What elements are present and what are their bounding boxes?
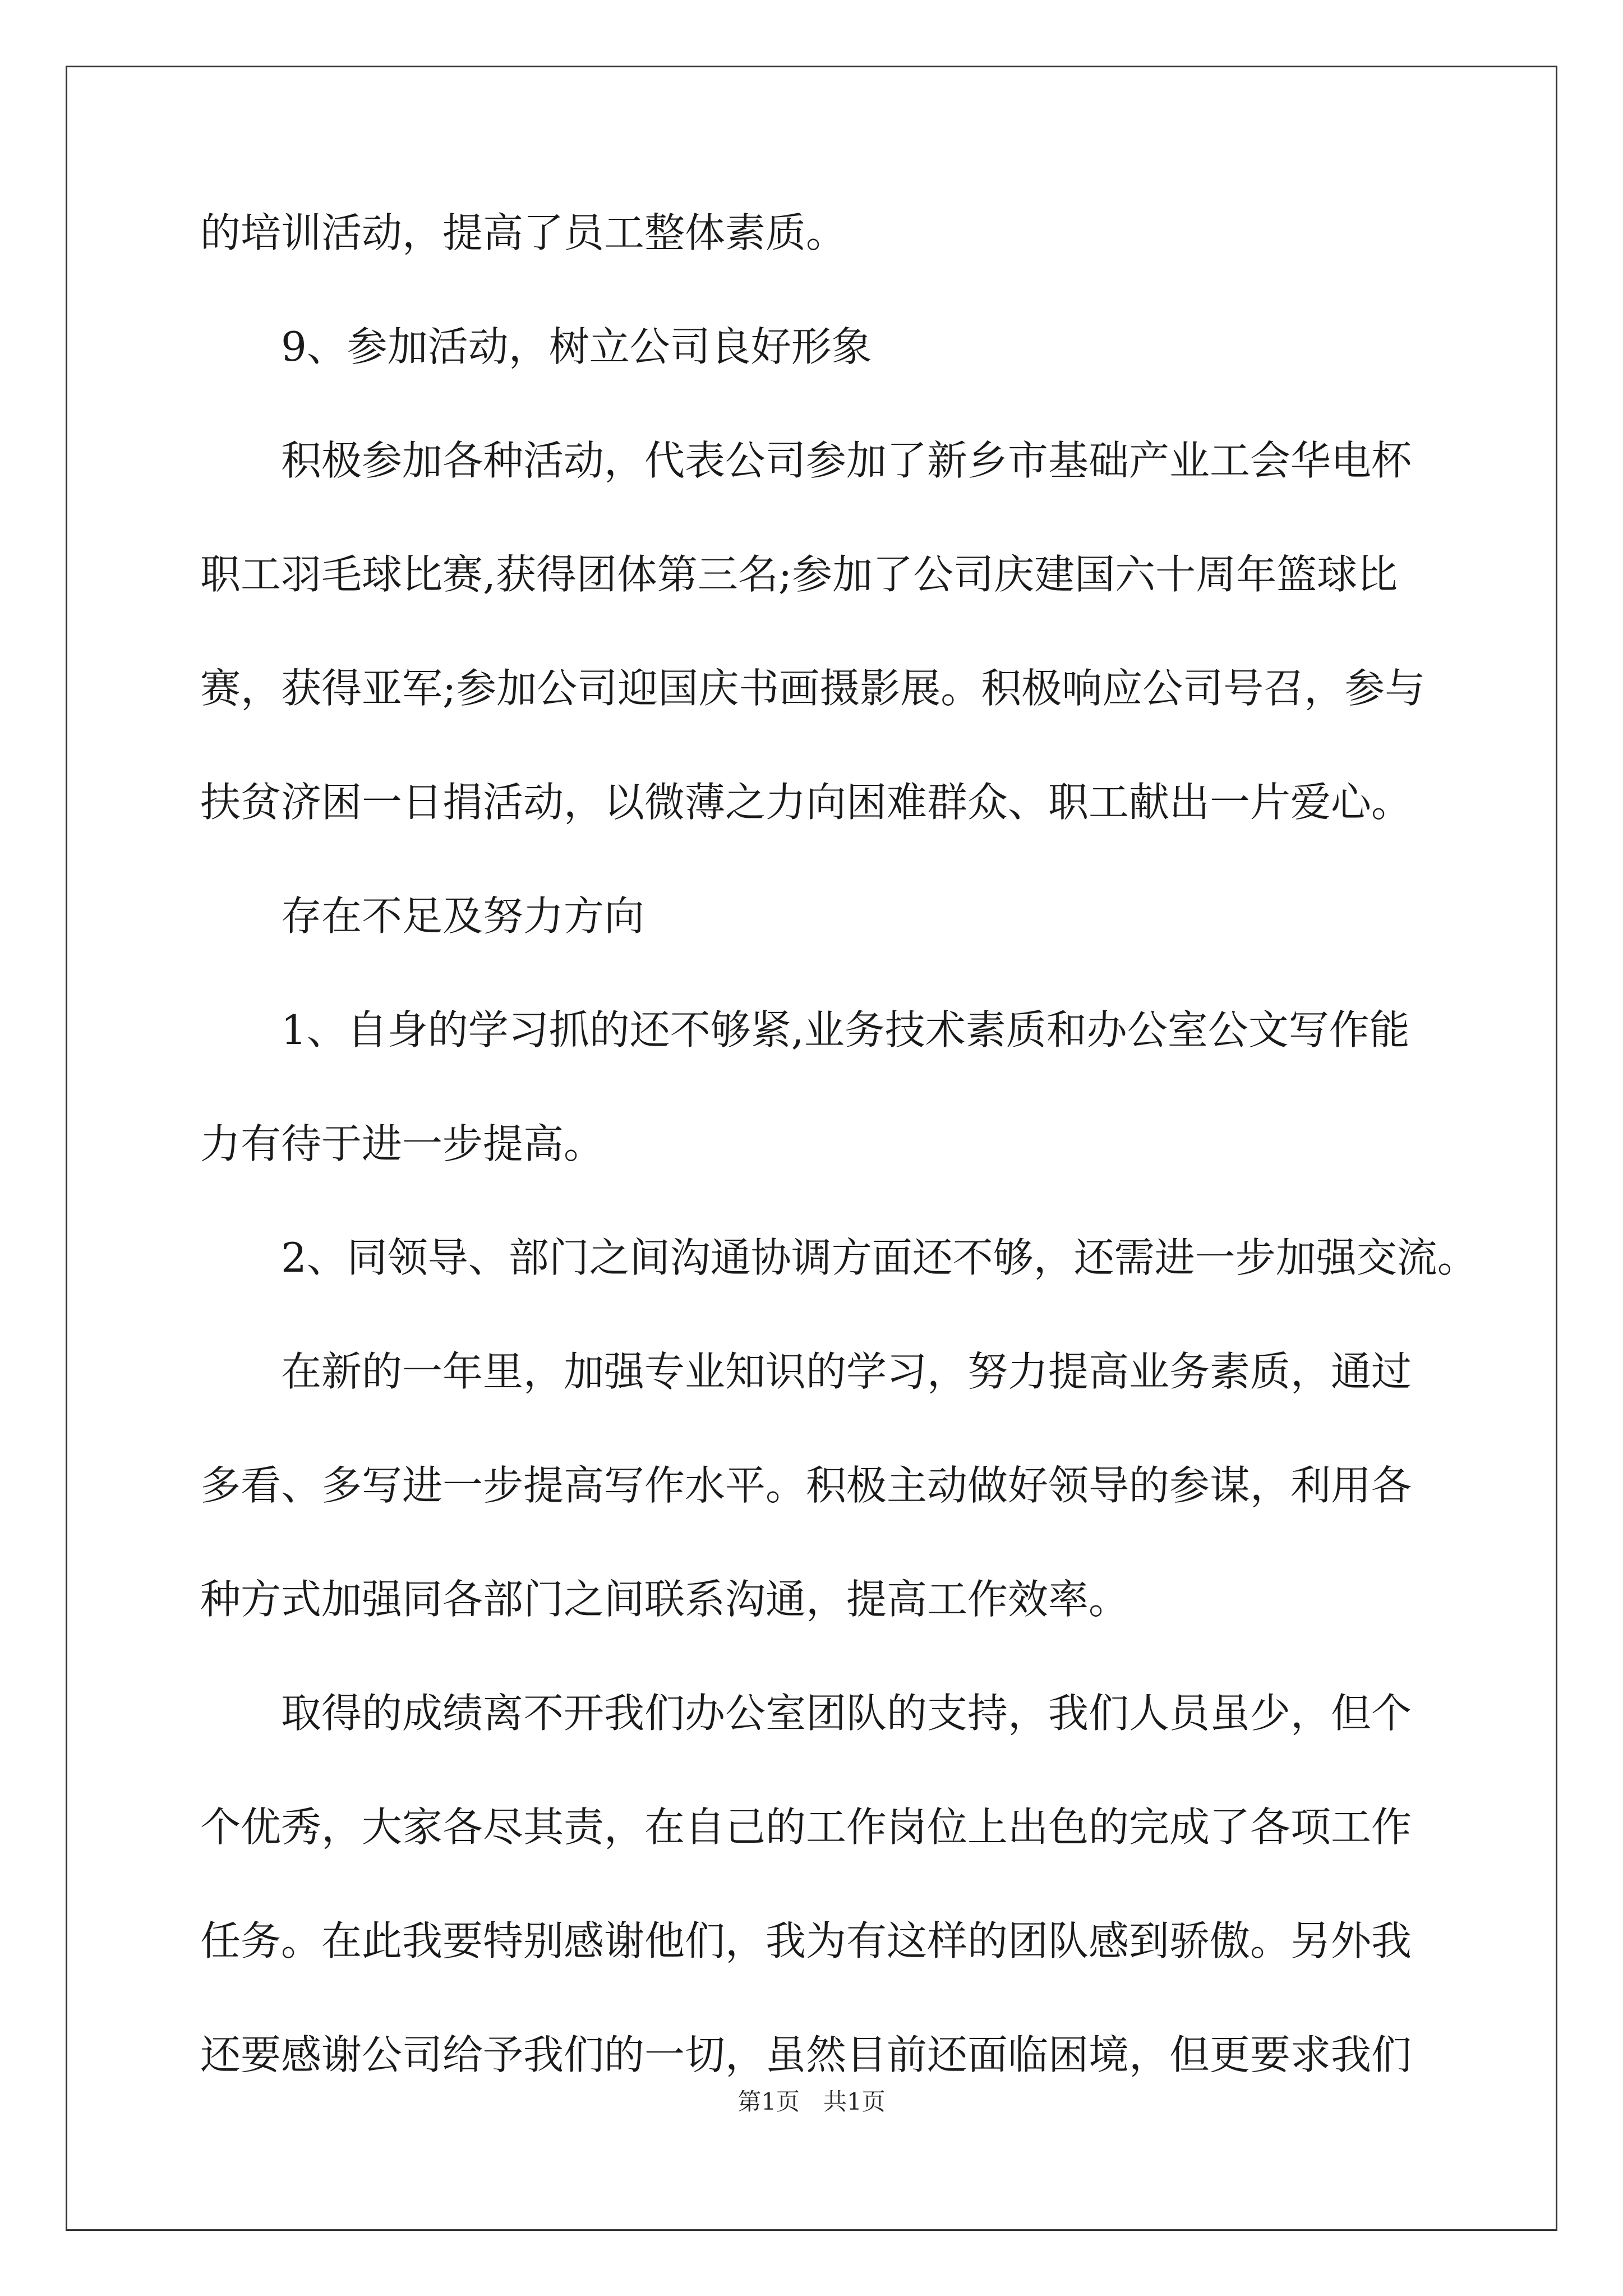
text-line: 多看、多写进一步提高写作水平。积极主动做好领导的参谋，利用各 [200,1462,1412,1509]
text-line: 的培训活动，提高了员工整体素质。 [200,209,847,256]
text-line: 赛，获得亚军;参加公司迎国庆书画摄影展。积极响应公司号召，参与 [200,665,1426,712]
text-line: 在新的一年里，加强专业知识的学习，努力提高业务素质，通过 [281,1348,1412,1395]
text-line: 扶贫济困一日捐活动，以微薄之力向困难群众、职工献出一片爱心。 [200,779,1412,826]
text-line: 还要感谢公司给予我们的一切，虽然目前还面临困境，但更要求我们 [200,2031,1412,2078]
text-line: 个优秀，大家各尽其责，在自己的工作岗位上出色的完成了各项工作 [200,1803,1412,1851]
text-line: 9、参加活动，树立公司良好形象 [281,323,872,370]
text-line: 力有待于进一步提高。 [200,1120,605,1167]
text-line: 积极参加各种活动，代表公司参加了新乡市基础产业工会华电杯 [281,437,1412,484]
text-line: 种方式加强同各部门之间联系沟通，提高工作效率。 [200,1576,1129,1623]
text-line: 职工羽毛球比赛,获得团体第三名;参加了公司庆建国六十周年篮球比 [200,551,1398,598]
text-line: 存在不足及努力方向 [281,892,645,940]
page-footer: 第1页 共1页 [737,2088,886,2115]
text-line: 取得的成绩离不开我们办公室团队的支持，我们人员虽少，但个 [281,1690,1412,1737]
text-line: 任务。在此我要特别感谢他们，我为有这样的团队感到骄傲。另外我 [200,1917,1412,1964]
text-line: 2、同领导、部门之间沟通协调方面还不够，还需进一步加强交流。 [281,1234,1478,1281]
text-line: 1、自身的学习抓的还不够紧,业务技术素质和办公室公文写作能 [281,1006,1410,1053]
